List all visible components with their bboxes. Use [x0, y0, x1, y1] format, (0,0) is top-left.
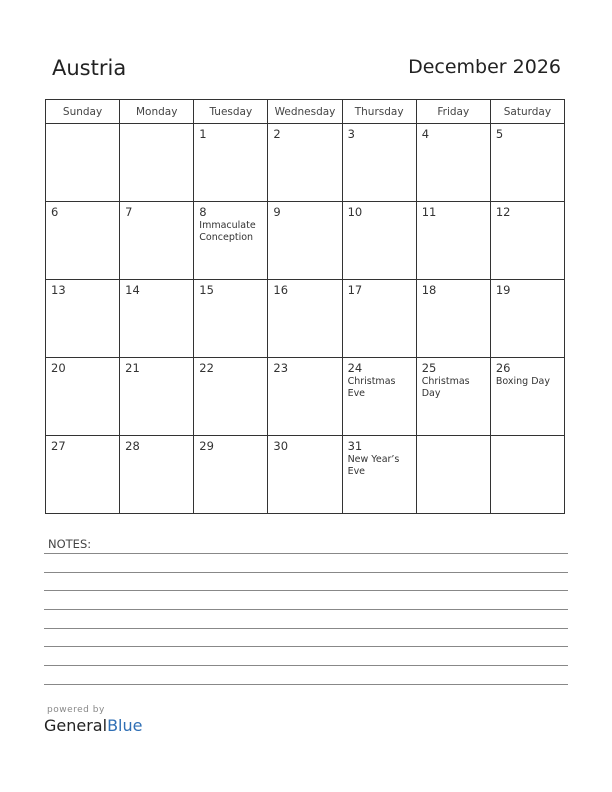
day-number: 20	[51, 361, 66, 375]
day-number: 27	[51, 439, 66, 453]
day-cell	[194, 280, 268, 358]
weekday-header: Wednesday	[268, 100, 342, 124]
day-cell	[268, 124, 342, 202]
calendar-week-row	[46, 202, 565, 280]
notes-line	[44, 665, 568, 666]
day-number: 14	[125, 283, 140, 297]
day-cell	[46, 358, 120, 436]
notes-line	[44, 590, 568, 591]
day-number: 24	[347, 361, 363, 375]
weekday-header-row	[46, 100, 565, 124]
day-cell	[46, 436, 120, 514]
day-number: 18	[421, 283, 437, 297]
day-cell	[46, 280, 120, 358]
powered-by-text: powered by	[47, 705, 105, 715]
day-cell	[194, 358, 268, 436]
notes-label: NOTES:	[48, 537, 92, 551]
day-number: 22	[199, 361, 214, 375]
day-cell	[194, 202, 268, 280]
calendar-week-row	[46, 436, 565, 514]
day-cell	[120, 202, 194, 280]
day-number: 4	[421, 127, 430, 141]
notes-line	[44, 609, 568, 610]
day-cell	[490, 202, 564, 280]
day-cell	[490, 358, 564, 436]
calendar-grid	[45, 99, 565, 514]
generalblue-logo[interactable]	[44, 716, 142, 735]
day-number: 12	[495, 205, 511, 219]
weekday-header: Sunday	[46, 100, 120, 124]
day-number: 28	[125, 439, 140, 453]
weekday-header: Monday	[120, 100, 194, 124]
day-number: 29	[199, 439, 214, 453]
day-number: 15	[199, 283, 214, 297]
day-cell	[46, 124, 120, 202]
day-cell	[490, 436, 564, 514]
day-number: 5	[495, 127, 504, 141]
day-cell	[342, 202, 416, 280]
day-cell	[194, 436, 268, 514]
day-cell	[120, 436, 194, 514]
notes-line	[44, 553, 568, 554]
holiday-label: Christmas Day	[421, 376, 470, 399]
day-cell	[120, 280, 194, 358]
weekday-header: Thursday	[342, 100, 416, 124]
day-cell	[416, 436, 490, 514]
day-number: 8	[199, 205, 207, 219]
holiday-label: Boxing Day	[495, 376, 550, 387]
weekday-header: Tuesday	[194, 100, 268, 124]
brand-blue-text: Blue	[107, 716, 143, 735]
day-number: 9	[273, 205, 281, 219]
day-number: 23	[273, 361, 289, 375]
day-cell	[46, 202, 120, 280]
weekday-header: Saturday	[490, 100, 564, 124]
day-number: 31	[347, 439, 363, 453]
month-year-title: December 2026	[408, 56, 561, 78]
calendar-week-row	[46, 358, 565, 436]
day-cell	[120, 124, 194, 202]
brand-general-text: General	[44, 716, 108, 735]
day-number: 2	[273, 127, 281, 141]
day-cell	[342, 358, 416, 436]
country-title: Austria	[52, 56, 127, 80]
day-number: 7	[125, 205, 133, 219]
day-number: 17	[347, 283, 363, 297]
day-number: 3	[347, 127, 355, 141]
weekday-header: Friday	[416, 100, 490, 124]
notes-line	[44, 684, 568, 685]
holiday-label: Immaculate Conception	[199, 220, 256, 243]
calendar-body	[46, 124, 565, 514]
day-cell	[342, 124, 416, 202]
day-cell	[268, 280, 342, 358]
day-number: 25	[421, 361, 437, 375]
calendar-week-row	[46, 280, 565, 358]
day-cell	[194, 124, 268, 202]
day-number: 6	[51, 205, 59, 219]
holiday-label: New Year’s Eve	[347, 454, 400, 477]
day-cell	[416, 202, 490, 280]
day-number: 10	[347, 205, 363, 219]
day-cell	[268, 436, 342, 514]
day-cell	[490, 280, 564, 358]
day-number: 19	[495, 283, 511, 297]
day-cell	[268, 358, 342, 436]
day-number: 26	[495, 361, 511, 375]
day-cell	[342, 280, 416, 358]
day-number: 1	[199, 127, 207, 141]
day-number: 21	[125, 361, 140, 375]
day-number: 13	[51, 283, 66, 297]
day-number: 30	[273, 439, 289, 453]
day-number: 16	[273, 283, 289, 297]
notes-line	[44, 572, 568, 573]
notes-line	[44, 646, 568, 647]
day-cell	[342, 436, 416, 514]
day-cell	[268, 202, 342, 280]
day-cell	[416, 280, 490, 358]
day-cell	[490, 124, 564, 202]
notes-line	[44, 628, 568, 629]
calendar-week-row	[46, 124, 565, 202]
day-cell	[120, 358, 194, 436]
day-cell	[416, 358, 490, 436]
day-cell	[416, 124, 490, 202]
day-number: 11	[421, 205, 437, 219]
holiday-label: Christmas Eve	[347, 376, 396, 399]
